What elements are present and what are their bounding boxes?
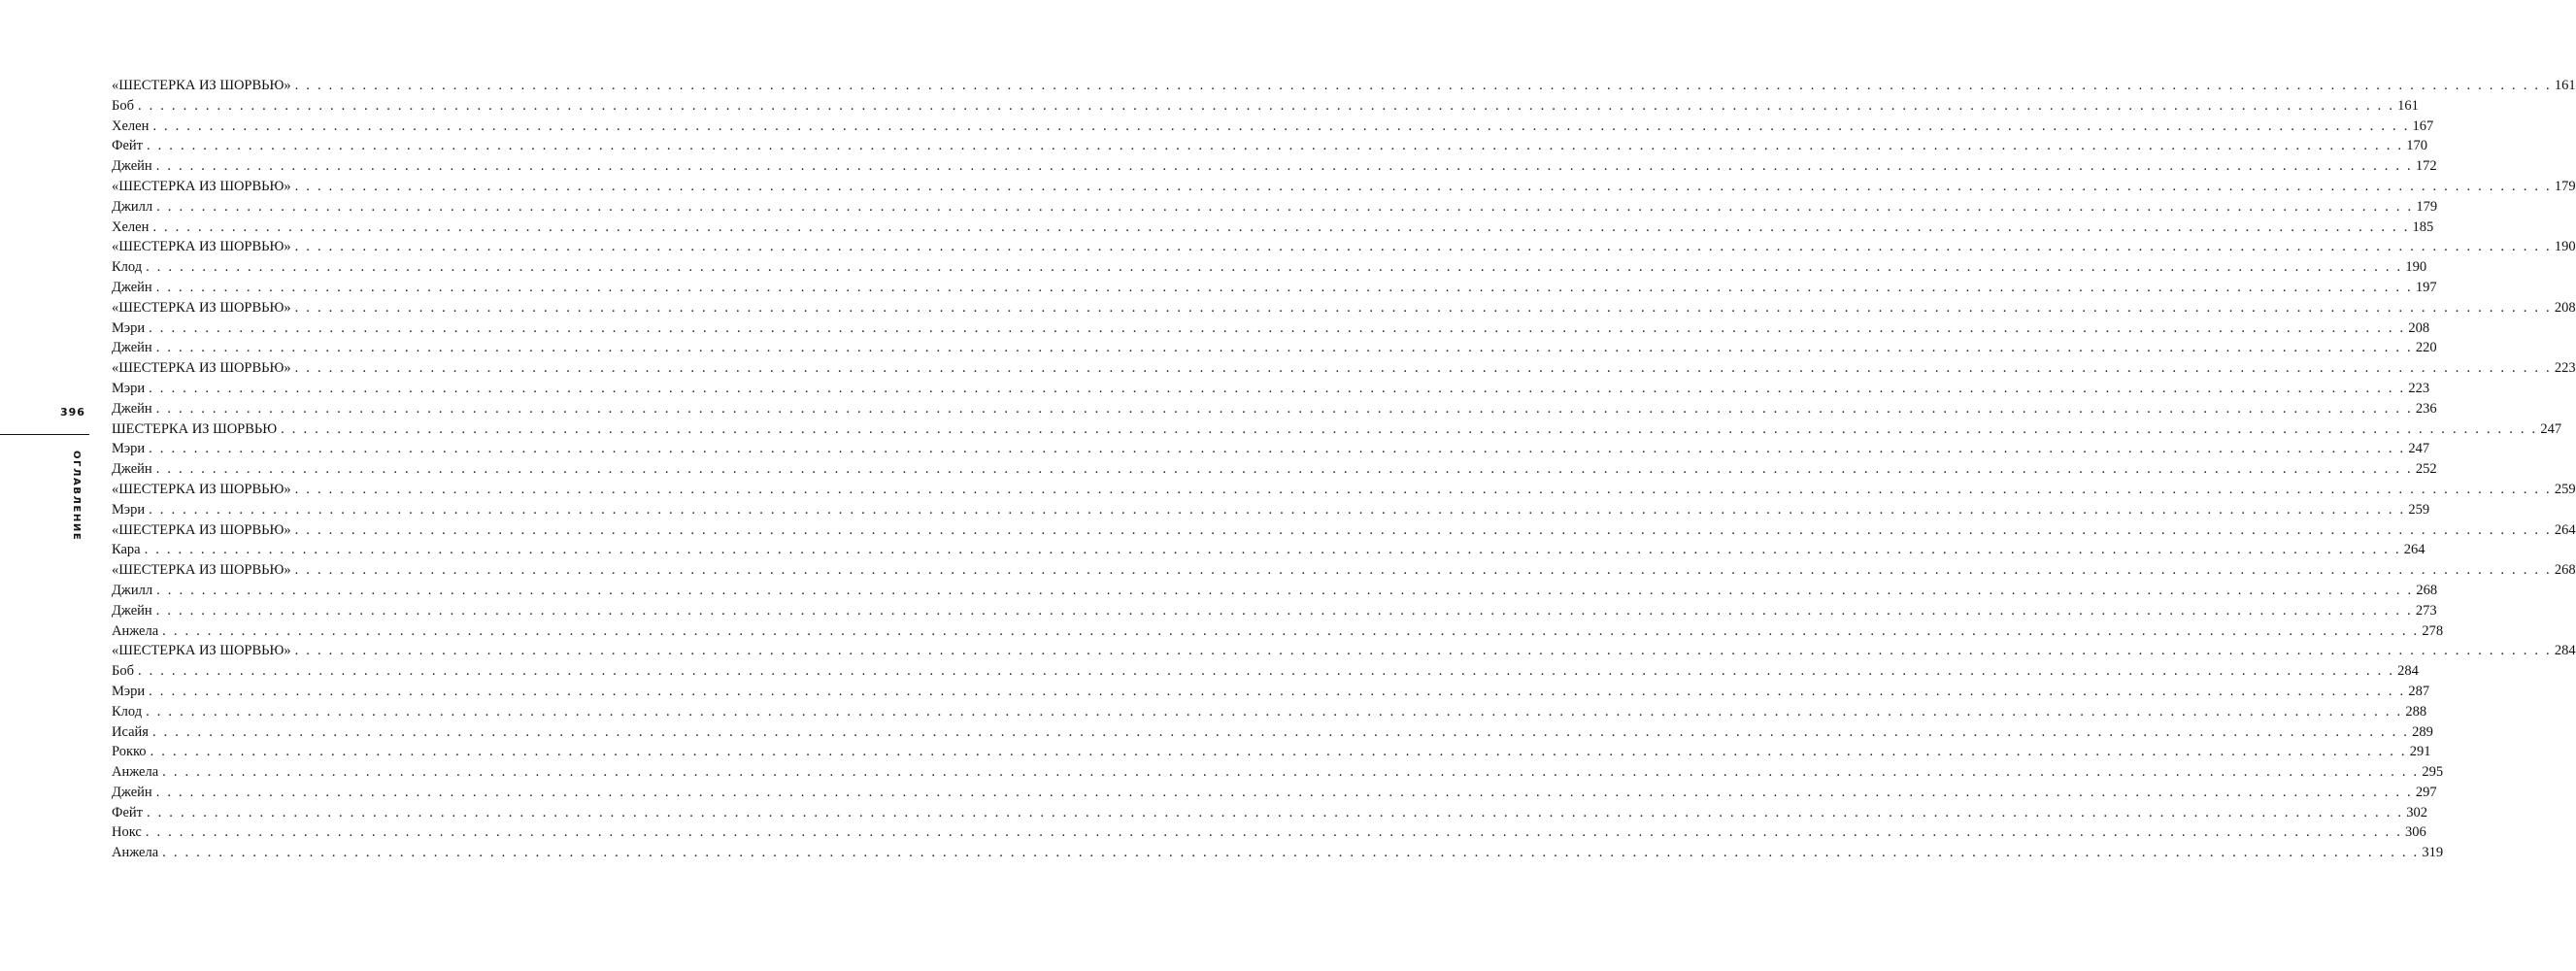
dot-leader: . . . . . . . . . . . . . . . . . . . . . . . . . . . . . . . . . . . . . . . . . . . . . . . . . . . . . . . . . . . . . . . . . . . . . . . . . . . . . . . . . . . . . . . . . . . . . . . . . . . . . . . . . . . . . . . . . . . . . . . . . . . . . . . . . . . . . . . . . . . . . . . . . . . . . . . . . . . . . . . . . . . . . . . . . . . . . . . . . . . . . . . . . . . . . . . . . . . . . . . . <box>149 683 2406 699</box>
toc-entry <box>112 399 2437 419</box>
toc-entry-page-number: 172 <box>2415 158 2437 175</box>
toc-entry-title: Кара <box>112 542 141 558</box>
toc-entry-page-number: 252 <box>2415 461 2437 478</box>
toc-entry-title: Мэри <box>112 501 146 518</box>
toc-entry <box>112 540 2425 560</box>
toc-entry <box>112 601 2437 621</box>
dot-leader: . . . . . . . . . . . . . . . . . . . . . . . . . . . . . . . . . . . . . . . . . . . . . . . . . . . . . . . . . . . . . . . . . . . . . . . . . . . . . . . . . . . . . . . . . . . . . . . . . . . . . . . . . . . . . . . . . . . . . . . . . . . . . . . . . . . . . . . . . . . . . . . . . . . . . . . . . . . . . . . . . . . . . . . . . . . . . . . . . . . . . . . . . . . . . . . . . . . . . . . . <box>150 744 2407 760</box>
dot-leader: . . . . . . . . . . . . . . . . . . . . . . . . . . . . . . . . . . . . . . . . . . . . . . . . . . . . . . . . . . . . . . . . . . . . . . . . . . . . . . . . . . . . . . . . . . . . . . . . . . . . . . . . . . . . . . . . . . . . . . . . . . . . . . . . . . . . . . . . . . . . . . . . . . . . . . . . . . . . . . . . . . . . . . . . . . . . . . . . . . . . . . . . . . . . . . . . . . . . . . . . <box>155 340 2413 356</box>
toc-entry-title: Клод <box>112 259 143 276</box>
toc-entry-title: Мэри <box>112 319 146 336</box>
toc-entry-page-number: 288 <box>2405 703 2427 720</box>
page-number: 396 <box>60 406 85 419</box>
toc-entry-page-number: 223 <box>2554 360 2576 377</box>
toc-entry-title: «ШЕСТЕРКА ИЗ ШОРВЬЮ» <box>112 78 291 93</box>
dot-leader: . . . . . . . . . . . . . . . . . . . . . . . . . . . . . . . . . . . . . . . . . . . . . . . . . . . . . . . . . . . . . . . . . . . . . . . . . . . . . . . . . . . . . . . . . . . . . . . . . . . . . . . . . . . . . . . . . . . . . . . . . . . . . . . . . . . . . . . . . . . . . . . . . . . . . . . . . . . . . . . . . . . . . . . . . . . . . . . . . . . . . . . . . . . . . . . . . . . . . . . . <box>294 562 2552 579</box>
toc-entry-title: «ШЕСТЕРКА ИЗ ШОРВЬЮ» <box>112 521 291 538</box>
toc-entry-page-number: 220 <box>2415 340 2437 356</box>
toc-entry <box>112 439 2430 459</box>
toc-entry-page-number: 179 <box>2416 198 2438 215</box>
toc-entry <box>112 318 2430 339</box>
dot-leader: . . . . . . . . . . . . . . . . . . . . . . . . . . . . . . . . . . . . . . . . . . . . . . . . . . . . . . . . . . . . . . . . . . . . . . . . . . . . . . . . . . . . . . . . . . . . . . . . . . . . . . . . . . . . . . . . . . . . . . . . . . . . . . . . . . . . . . . . . . . . . . . . . . . . . . . . . . . . . . . . . . . . . . . . . . . . . . . . . . . . . . . . . . . . . . . . . . . . . . . . <box>152 117 2410 134</box>
toc-entry <box>112 742 2431 762</box>
toc-entry-title: Боб <box>112 663 134 680</box>
toc-entry-title: Анжела <box>112 622 159 639</box>
dot-leader: . . . . . . . . . . . . . . . . . . . . . . . . . . . . . . . . . . . . . . . . . . . . . . . . . . . . . . . . . . . . . . . . . . . . . . . . . . . . . . . . . . . . . . . . . . . . . . . . . . . . . . . . . . . . . . . . . . . . . . . . . . . . . . . . . . . . . . . . . . . . . . . . . . . . . . . . . . . . . . . . . . . . . . . . . . . . . . . . . . . . . . . . . . . . . . . . . . . . . . . . <box>151 723 2410 740</box>
toc-entry-title: Джейн <box>112 784 152 800</box>
toc-entry <box>112 156 2437 177</box>
toc-entry-page-number: 236 <box>2415 400 2437 417</box>
dot-leader: . . . . . . . . . . . . . . . . . . . . . . . . . . . . . . . . . . . . . . . . . . . . . . . . . . . . . . . . . . . . . . . . . . . . . . . . . . . . . . . . . . . . . . . . . . . . . . . . . . . . . . . . . . . . . . . . . . . . . . . . . . . . . . . . . . . . . . . . . . . . . . . . . . . . . . . . . . . . . . . . . . . . . . . . . . . . . . . . . . . . . . . . . . . . . . . . . . . . . . . . <box>162 622 2420 639</box>
toc-entry-title: Джейн <box>112 400 152 417</box>
toc-entry <box>112 96 2419 117</box>
toc-entry-title: Джейн <box>112 340 152 356</box>
toc-entry-page-number: 190 <box>2405 259 2427 276</box>
toc-entry-page-number: 170 <box>2406 138 2427 154</box>
toc-entry <box>112 843 2444 863</box>
toc-entry-title: Джейн <box>112 461 152 478</box>
toc-entry-page-number: 190 <box>2554 239 2576 255</box>
toc-entry <box>112 722 2433 743</box>
toc-entry-page-number: 247 <box>2540 420 2562 437</box>
toc-entry <box>112 177 2576 197</box>
toc-entry-page-number: 284 <box>2554 643 2576 659</box>
toc-entry <box>112 419 2562 440</box>
toc-entry-page-number: 268 <box>2554 562 2576 579</box>
toc-entry <box>112 237 2576 257</box>
toc-entry <box>112 500 2430 520</box>
dot-leader: . . . . . . . . . . . . . . . . . . . . . . . . . . . . . . . . . . . . . . . . . . . . . . . . . . . . . . . . . . . . . . . . . . . . . . . . . . . . . . . . . . . . . . . . . . . . . . . . . . . . . . . . . . . . . . . . . . . . . . . . . . . . . . . . . . . . . . . . . . . . . . . . . . . . . . . . . . . . . . . . . . . . . . . . . . . . . . . . . . . . . . . . . . . . . . . . . . . . . . . . <box>294 360 2552 377</box>
dot-leader: . . . . . . . . . . . . . . . . . . . . . . . . . . . . . . . . . . . . . . . . . . . . . . . . . . . . . . . . . . . . . . . . . . . . . . . . . . . . . . . . . . . . . . . . . . . . . . . . . . . . . . . . . . . . . . . . . . . . . . . . . . . . . . . . . . . . . . . . . . . . . . . . . . . . . . . . . . . . . . . . . . . . . . . . . . . . . . . . . . . . . . . . . . . . . . . . . . . . . . . . <box>146 703 2403 720</box>
toc-entry-page-number: 268 <box>2416 582 2438 598</box>
dot-leader: . . . . . . . . . . . . . . . . . . . . . . . . . . . . . . . . . . . . . . . . . . . . . . . . . . . . . . . . . . . . . . . . . . . . . . . . . . . . . . . . . . . . . . . . . . . . . . . . . . . . . . . . . . . . . . . . . . . . . . . . . . . . . . . . . . . . . . . . . . . . . . . . . . . . . . . . . . . . . . . . . . . . . . . . . . . . . . . . . . . . . . . . . . . . . . . . . . . . . . . . <box>155 158 2413 175</box>
toc-entry-title: Боб <box>112 97 134 114</box>
toc-entry-title: Мэри <box>112 380 146 396</box>
dot-leader: . . . . . . . . . . . . . . . . . . . . . . . . . . . . . . . . . . . . . . . . . . . . . . . . . . . . . . . . . . . . . . . . . . . . . . . . . . . . . . . . . . . . . . . . . . . . . . . . . . . . . . . . . . . . . . . . . . . . . . . . . . . . . . . . . . . . . . . . . . . . . . . . . . . . . . . . . . . . . . . . . . . . . . . . . . . . . . . . . . . . . . . . . . . . . . . . . . . . . . . . <box>294 643 2552 659</box>
toc-entry-title: «ШЕСТЕРКА ИЗ ШОРВЬЮ» <box>112 481 291 497</box>
dot-leader: . . . . . . . . . . . . . . . . . . . . . . . . . . . . . . . . . . . . . . . . . . . . . . . . . . . . . . . . . . . . . . . . . . . . . . . . . . . . . . . . . . . . . . . . . . . . . . . . . . . . . . . . . . . . . . . . . . . . . . . . . . . . . . . . . . . . . . . . . . . . . . . . . . . . . . . . . . . . . . . . . . . . . . . . . . . . . . . . . . . . . . . . . . . . . . . . . . . . . . . . <box>149 501 2406 518</box>
toc-entry <box>112 480 2576 500</box>
toc-entry <box>112 641 2576 661</box>
dot-leader: . . . . . . . . . . . . . . . . . . . . . . . . . . . . . . . . . . . . . . . . . . . . . . . . . . . . . . . . . . . . . . . . . . . . . . . . . . . . . . . . . . . . . . . . . . . . . . . . . . . . . . . . . . . . . . . . . . . . . . . . . . . . . . . . . . . . . . . . . . . . . . . . . . . . . . . . . . . . . . . . . . . . . . . . . . . . . . . . . . . . . . . . . . . . . . . . . . . . . . . . <box>149 319 2406 336</box>
toc-entry-title: «ШЕСТЕРКА ИЗ ШОРВЬЮ» <box>112 643 291 659</box>
toc-entry <box>112 520 2576 541</box>
toc-entry <box>112 459 2437 480</box>
toc-entry-page-number: 161 <box>2554 78 2576 93</box>
dot-leader: . . . . . . . . . . . . . . . . . . . . . . . . . . . . . . . . . . . . . . . . . . . . . . . . . . . . . . . . . . . . . . . . . . . . . . . . . . . . . . . . . . . . . . . . . . . . . . . . . . . . . . . . . . . . . . . . . . . . . . . . . . . . . . . . . . . . . . . . . . . . . . . . . . . . . . . . . . . . . . . . . . . . . . . . . . . . . . . . . . . . . . . . . . . . . . . . . . . . . . . . <box>294 78 2552 93</box>
toc-entry-title: Исайя <box>112 723 149 740</box>
dot-leader: . . . . . . . . . . . . . . . . . . . . . . . . . . . . . . . . . . . . . . . . . . . . . . . . . . . . . . . . . . . . . . . . . . . . . . . . . . . . . . . . . . . . . . . . . . . . . . . . . . . . . . . . . . . . . . . . . . . . . . . . . . . . . . . . . . . . . . . . . . . . . . . . . . . . . . . . . . . . . . . . . . . . . . . . . . . . . . . . . . . . . . . . . . . . . . . . . . . . . . . . <box>281 420 2538 437</box>
dot-leader: . . . . . . . . . . . . . . . . . . . . . . . . . . . . . . . . . . . . . . . . . . . . . . . . . . . . . . . . . . . . . . . . . . . . . . . . . . . . . . . . . . . . . . . . . . . . . . . . . . . . . . . . . . . . . . . . . . . . . . . . . . . . . . . . . . . . . . . . . . . . . . . . . . . . . . . . . . . . . . . . . . . . . . . . . . . . . . . . . . . . . . . . . . . . . . . . . . . . . . . . <box>147 804 2404 820</box>
toc-entry <box>112 783 2437 803</box>
toc-entry-title: Джилл <box>112 582 153 598</box>
dot-leader: . . . . . . . . . . . . . . . . . . . . . . . . . . . . . . . . . . . . . . . . . . . . . . . . . . . . . . . . . . . . . . . . . . . . . . . . . . . . . . . . . . . . . . . . . . . . . . . . . . . . . . . . . . . . . . . . . . . . . . . . . . . . . . . . . . . . . . . . . . . . . . . . . . . . . . . . . . . . . . . . . . . . . . . . . . . . . . . . . . . . . . . . . . . . . . . . . . . . . . . . <box>137 663 2395 680</box>
dot-leader: . . . . . . . . . . . . . . . . . . . . . . . . . . . . . . . . . . . . . . . . . . . . . . . . . . . . . . . . . . . . . . . . . . . . . . . . . . . . . . . . . . . . . . . . . . . . . . . . . . . . . . . . . . . . . . . . . . . . . . . . . . . . . . . . . . . . . . . . . . . . . . . . . . . . . . . . . . . . . . . . . . . . . . . . . . . . . . . . . . . . . . . . . . . . . . . . . . . . . . . . <box>156 582 2414 598</box>
toc-entry-page-number: 197 <box>2415 279 2437 295</box>
dot-leader: . . . . . . . . . . . . . . . . . . . . . . . . . . . . . . . . . . . . . . . . . . . . . . . . . . . . . . . . . . . . . . . . . . . . . . . . . . . . . . . . . . . . . . . . . . . . . . . . . . . . . . . . . . . . . . . . . . . . . . . . . . . . . . . . . . . . . . . . . . . . . . . . . . . . . . . . . . . . . . . . . . . . . . . . . . . . . . . . . . . . . . . . . . . . . . . . . . . . . . . . <box>155 400 2413 417</box>
toc-entry-page-number: 259 <box>2408 501 2430 518</box>
toc-entry-page-number: 161 <box>2397 97 2419 114</box>
dot-leader: . . . . . . . . . . . . . . . . . . . . . . . . . . . . . . . . . . . . . . . . . . . . . . . . . . . . . . . . . . . . . . . . . . . . . . . . . . . . . . . . . . . . . . . . . . . . . . . . . . . . . . . . . . . . . . . . . . . . . . . . . . . . . . . . . . . . . . . . . . . . . . . . . . . . . . . . . . . . . . . . . . . . . . . . . . . . . . . . . . . . . . . . . . . . . . . . . . . . . . . . <box>146 259 2403 276</box>
dot-leader: . . . . . . . . . . . . . . . . . . . . . . . . . . . . . . . . . . . . . . . . . . . . . . . . . . . . . . . . . . . . . . . . . . . . . . . . . . . . . . . . . . . . . . . . . . . . . . . . . . . . . . . . . . . . . . . . . . . . . . . . . . . . . . . . . . . . . . . . . . . . . . . . . . . . . . . . . . . . . . . . . . . . . . . . . . . . . . . . . . . . . . . . . . . . . . . . . . . . . . . . <box>294 178 2552 194</box>
dot-leader: . . . . . . . . . . . . . . . . . . . . . . . . . . . . . . . . . . . . . . . . . . . . . . . . . . . . . . . . . . . . . . . . . . . . . . . . . . . . . . . . . . . . . . . . . . . . . . . . . . . . . . . . . . . . . . . . . . . . . . . . . . . . . . . . . . . . . . . . . . . . . . . . . . . . . . . . . . . . . . . . . . . . . . . . . . . . . . . . . . . . . . . . . . . . . . . . . . . . . . . . <box>162 845 2420 861</box>
dot-leader: . . . . . . . . . . . . . . . . . . . . . . . . . . . . . . . . . . . . . . . . . . . . . . . . . . . . . . . . . . . . . . . . . . . . . . . . . . . . . . . . . . . . . . . . . . . . . . . . . . . . . . . . . . . . . . . . . . . . . . . . . . . . . . . . . . . . . . . . . . . . . . . . . . . . . . . . . . . . . . . . . . . . . . . . . . . . . . . . . . . . . . . . . . . . . . . . . . . . . . . . <box>294 239 2552 255</box>
toc-entry-title: «ШЕСТЕРКА ИЗ ШОРВЬЮ» <box>112 178 291 194</box>
toc-entry-title: ШЕСТЕРКА ИЗ ШОРВЬЮ <box>112 420 278 437</box>
toc-entry-title: Мэри <box>112 441 146 457</box>
toc-entry-title: «ШЕСТЕРКА ИЗ ШОРВЬЮ» <box>112 239 291 255</box>
dot-leader: . . . . . . . . . . . . . . . . . . . . . . . . . . . . . . . . . . . . . . . . . . . . . . . . . . . . . . . . . . . . . . . . . . . . . . . . . . . . . . . . . . . . . . . . . . . . . . . . . . . . . . . . . . . . . . . . . . . . . . . . . . . . . . . . . . . . . . . . . . . . . . . . . . . . . . . . . . . . . . . . . . . . . . . . . . . . . . . . . . . . . . . . . . . . . . . . . . . . . . . . <box>155 784 2413 800</box>
toc-entry-page-number: 223 <box>2408 380 2430 396</box>
toc-entry <box>112 581 2438 601</box>
toc-entry-page-number: 264 <box>2403 542 2425 558</box>
dot-leader: . . . . . . . . . . . . . . . . . . . . . . . . . . . . . . . . . . . . . . . . . . . . . . . . . . . . . . . . . . . . . . . . . . . . . . . . . . . . . . . . . . . . . . . . . . . . . . . . . . . . . . . . . . . . . . . . . . . . . . . . . . . . . . . . . . . . . . . . . . . . . . . . . . . . . . . . . . . . . . . . . . . . . . . . . . . . . . . . . . . . . . . . . . . . . . . . . . . . . . . . <box>137 97 2395 114</box>
dot-leader: . . . . . . . . . . . . . . . . . . . . . . . . . . . . . . . . . . . . . . . . . . . . . . . . . . . . . . . . . . . . . . . . . . . . . . . . . . . . . . . . . . . . . . . . . . . . . . . . . . . . . . . . . . . . . . . . . . . . . . . . . . . . . . . . . . . . . . . . . . . . . . . . . . . . . . . . . . . . . . . . . . . . . . . . . . . . . . . . . . . . . . . . . . . . . . . . . . . . . . . . <box>156 198 2414 215</box>
toc-entry-title: Хелен <box>112 218 150 235</box>
toc-entry-page-number: 319 <box>2422 845 2444 861</box>
toc-entry-title: Джилл <box>112 198 153 215</box>
dot-leader: . . . . . . . . . . . . . . . . . . . . . . . . . . . . . . . . . . . . . . . . . . . . . . . . . . . . . . . . . . . . . . . . . . . . . . . . . . . . . . . . . . . . . . . . . . . . . . . . . . . . . . . . . . . . . . . . . . . . . . . . . . . . . . . . . . . . . . . . . . . . . . . . . . . . . . . . . . . . . . . . . . . . . . . . . . . . . . . . . . . . . . . . . . . . . . . . . . . . . . . . <box>294 481 2552 497</box>
dot-leader: . . . . . . . . . . . . . . . . . . . . . . . . . . . . . . . . . . . . . . . . . . . . . . . . . . . . . . . . . . . . . . . . . . . . . . . . . . . . . . . . . . . . . . . . . . . . . . . . . . . . . . . . . . . . . . . . . . . . . . . . . . . . . . . . . . . . . . . . . . . . . . . . . . . . . . . . . . . . . . . . . . . . . . . . . . . . . . . . . . . . . . . . . . . . . . . . . . . . . . . . <box>294 521 2552 538</box>
toc-entry-page-number: 247 <box>2408 441 2430 457</box>
toc-entry-title: «ШЕСТЕРКА ИЗ ШОРВЬЮ» <box>112 360 291 377</box>
toc-entry <box>112 136 2427 156</box>
toc-entry-page-number: 291 <box>2409 744 2431 760</box>
dot-leader: . . . . . . . . . . . . . . . . . . . . . . . . . . . . . . . . . . . . . . . . . . . . . . . . . . . . . . . . . . . . . . . . . . . . . . . . . . . . . . . . . . . . . . . . . . . . . . . . . . . . . . . . . . . . . . . . . . . . . . . . . . . . . . . . . . . . . . . . . . . . . . . . . . . . . . . . . . . . . . . . . . . . . . . . . . . . . . . . . . . . . . . . . . . . . . . . . . . . . . . . <box>147 138 2404 154</box>
dot-leader: . . . . . . . . . . . . . . . . . . . . . . . . . . . . . . . . . . . . . . . . . . . . . . . . . . . . . . . . . . . . . . . . . . . . . . . . . . . . . . . . . . . . . . . . . . . . . . . . . . . . . . . . . . . . . . . . . . . . . . . . . . . . . . . . . . . . . . . . . . . . . . . . . . . . . . . . . . . . . . . . . . . . . . . . . . . . . . . . . . . . . . . . . . . . . . . . . . . . . . . . <box>152 218 2410 235</box>
toc-entry <box>112 822 2426 843</box>
toc-entry-title: Джейн <box>112 279 152 295</box>
toc-entry-page-number: 167 <box>2412 117 2434 134</box>
toc-entry <box>112 197 2438 218</box>
toc-entry-page-number: 179 <box>2554 178 2576 194</box>
toc-entry-page-number: 273 <box>2415 602 2437 619</box>
toc-entry-title: Мэри <box>112 683 146 699</box>
toc-entry-title: Анжела <box>112 764 159 781</box>
toc-entry-title: Фейт <box>112 138 143 154</box>
toc-entry-page-number: 289 <box>2412 723 2433 740</box>
toc-entry-title: Рокко <box>112 744 147 760</box>
dot-leader: . . . . . . . . . . . . . . . . . . . . . . . . . . . . . . . . . . . . . . . . . . . . . . . . . . . . . . . . . . . . . . . . . . . . . . . . . . . . . . . . . . . . . . . . . . . . . . . . . . . . . . . . . . . . . . . . . . . . . . . . . . . . . . . . . . . . . . . . . . . . . . . . . . . . . . . . . . . . . . . . . . . . . . . . . . . . . . . . . . . . . . . . . . . . . . . . . . . . . . . . <box>145 824 2403 841</box>
dot-leader: . . . . . . . . . . . . . . . . . . . . . . . . . . . . . . . . . . . . . . . . . . . . . . . . . . . . . . . . . . . . . . . . . . . . . . . . . . . . . . . . . . . . . . . . . . . . . . . . . . . . . . . . . . . . . . . . . . . . . . . . . . . . . . . . . . . . . . . . . . . . . . . . . . . . . . . . . . . . . . . . . . . . . . . . . . . . . . . . . . . . . . . . . . . . . . . . . . . . . . . . <box>155 461 2413 478</box>
table-of-contents <box>112 76 2576 863</box>
toc-entry <box>112 257 2427 278</box>
toc-entry <box>112 762 2444 783</box>
toc-entry <box>112 117 2434 137</box>
toc-entry-title: «ШЕСТЕРКА ИЗ ШОРВЬЮ» <box>112 299 291 316</box>
dot-leader: . . . . . . . . . . . . . . . . . . . . . . . . . . . . . . . . . . . . . . . . . . . . . . . . . . . . . . . . . . . . . . . . . . . . . . . . . . . . . . . . . . . . . . . . . . . . . . . . . . . . . . . . . . . . . . . . . . . . . . . . . . . . . . . . . . . . . . . . . . . . . . . . . . . . . . . . . . . . . . . . . . . . . . . . . . . . . . . . . . . . . . . . . . . . . . . . . . . . . . . . <box>144 542 2401 558</box>
toc-entry <box>112 621 2444 642</box>
toc-entry <box>112 803 2427 823</box>
toc-entry <box>112 682 2430 702</box>
section-title: ОГЛАВЛЕНИЕ <box>71 451 82 542</box>
toc-entry <box>112 76 2576 96</box>
toc-entry-page-number: 306 <box>2405 824 2426 841</box>
toc-entry-page-number: 278 <box>2422 622 2444 639</box>
toc-entry-page-number: 185 <box>2412 218 2434 235</box>
toc-entry-title: Джейн <box>112 158 152 175</box>
toc-entry <box>112 379 2430 399</box>
toc-entry-page-number: 284 <box>2397 663 2419 680</box>
toc-entry-page-number: 208 <box>2408 319 2430 336</box>
toc-entry <box>112 560 2576 581</box>
toc-entry <box>112 278 2437 298</box>
toc-entry-title: Джейн <box>112 602 152 619</box>
dot-leader: . . . . . . . . . . . . . . . . . . . . . . . . . . . . . . . . . . . . . . . . . . . . . . . . . . . . . . . . . . . . . . . . . . . . . . . . . . . . . . . . . . . . . . . . . . . . . . . . . . . . . . . . . . . . . . . . . . . . . . . . . . . . . . . . . . . . . . . . . . . . . . . . . . . . . . . . . . . . . . . . . . . . . . . . . . . . . . . . . . . . . . . . . . . . . . . . . . . . . . . . <box>162 764 2420 781</box>
toc-entry <box>112 298 2576 318</box>
toc-entry <box>112 661 2419 682</box>
dot-leader: . . . . . . . . . . . . . . . . . . . . . . . . . . . . . . . . . . . . . . . . . . . . . . . . . . . . . . . . . . . . . . . . . . . . . . . . . . . . . . . . . . . . . . . . . . . . . . . . . . . . . . . . . . . . . . . . . . . . . . . . . . . . . . . . . . . . . . . . . . . . . . . . . . . . . . . . . . . . . . . . . . . . . . . . . . . . . . . . . . . . . . . . . . . . . . . . . . . . . . . . <box>149 441 2406 457</box>
toc-entry-page-number: 297 <box>2415 784 2437 800</box>
toc-entry <box>112 702 2427 722</box>
margin-rule <box>0 434 89 435</box>
dot-leader: . . . . . . . . . . . . . . . . . . . . . . . . . . . . . . . . . . . . . . . . . . . . . . . . . . . . . . . . . . . . . . . . . . . . . . . . . . . . . . . . . . . . . . . . . . . . . . . . . . . . . . . . . . . . . . . . . . . . . . . . . . . . . . . . . . . . . . . . . . . . . . . . . . . . . . . . . . . . . . . . . . . . . . . . . . . . . . . . . . . . . . . . . . . . . . . . . . . . . . . . <box>155 279 2413 295</box>
toc-entry-title: Клод <box>112 703 143 720</box>
toc-entry-page-number: 302 <box>2406 804 2427 820</box>
toc-entry-page-number: 295 <box>2422 764 2444 781</box>
toc-entry-page-number: 208 <box>2554 299 2576 316</box>
toc-entry-page-number: 264 <box>2554 521 2576 538</box>
toc-entry-title: Анжела <box>112 845 159 861</box>
toc-entry-title: «ШЕСТЕРКА ИЗ ШОРВЬЮ» <box>112 562 291 579</box>
toc-entry-title: Нокс <box>112 824 142 841</box>
toc-entry <box>112 218 2434 238</box>
dot-leader: . . . . . . . . . . . . . . . . . . . . . . . . . . . . . . . . . . . . . . . . . . . . . . . . . . . . . . . . . . . . . . . . . . . . . . . . . . . . . . . . . . . . . . . . . . . . . . . . . . . . . . . . . . . . . . . . . . . . . . . . . . . . . . . . . . . . . . . . . . . . . . . . . . . . . . . . . . . . . . . . . . . . . . . . . . . . . . . . . . . . . . . . . . . . . . . . . . . . . . . . <box>294 299 2552 316</box>
toc-entry-title: Хелен <box>112 117 150 134</box>
toc-entry-page-number: 259 <box>2554 481 2576 497</box>
toc-entry <box>112 358 2576 379</box>
dot-leader: . . . . . . . . . . . . . . . . . . . . . . . . . . . . . . . . . . . . . . . . . . . . . . . . . . . . . . . . . . . . . . . . . . . . . . . . . . . . . . . . . . . . . . . . . . . . . . . . . . . . . . . . . . . . . . . . . . . . . . . . . . . . . . . . . . . . . . . . . . . . . . . . . . . . . . . . . . . . . . . . . . . . . . . . . . . . . . . . . . . . . . . . . . . . . . . . . . . . . . . . <box>155 602 2413 619</box>
toc-entry-page-number: 287 <box>2408 683 2430 699</box>
dot-leader: . . . . . . . . . . . . . . . . . . . . . . . . . . . . . . . . . . . . . . . . . . . . . . . . . . . . . . . . . . . . . . . . . . . . . . . . . . . . . . . . . . . . . . . . . . . . . . . . . . . . . . . . . . . . . . . . . . . . . . . . . . . . . . . . . . . . . . . . . . . . . . . . . . . . . . . . . . . . . . . . . . . . . . . . . . . . . . . . . . . . . . . . . . . . . . . . . . . . . . . . <box>149 380 2406 396</box>
toc-entry-title: Фейт <box>112 804 143 820</box>
toc-entry <box>112 338 2437 358</box>
